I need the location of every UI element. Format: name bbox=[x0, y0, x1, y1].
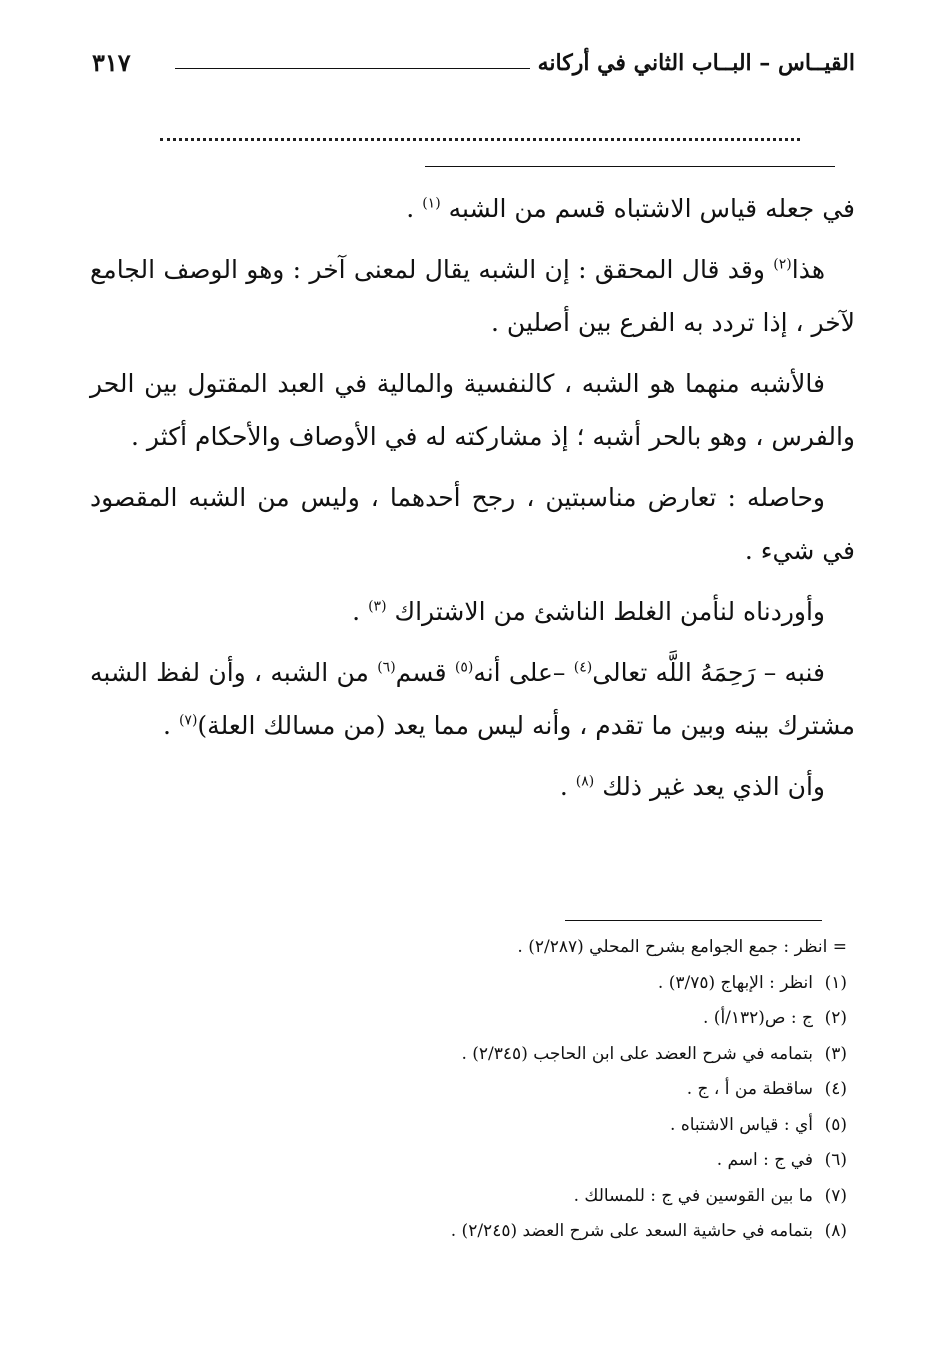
p6-c: قسم bbox=[395, 658, 447, 687]
p6-e: . bbox=[163, 711, 171, 740]
paragraph-2 bbox=[90, 243, 855, 349]
header-rule bbox=[175, 68, 530, 69]
note-ref-2: (٢) bbox=[773, 256, 792, 273]
footnote-number: (٢) bbox=[824, 1008, 847, 1028]
note-ref-3: (٣) bbox=[368, 598, 387, 615]
p6-b: –على أنه bbox=[473, 658, 566, 687]
footnote-4 bbox=[147, 1072, 847, 1108]
footnote-text: في ج : اسم . bbox=[716, 1150, 813, 1170]
footnote-1 bbox=[147, 966, 847, 1002]
paragraph-5 bbox=[90, 585, 855, 638]
footnotes bbox=[147, 930, 847, 1250]
footnote-number: (١) bbox=[824, 972, 847, 993]
note-ref-5: (٥) bbox=[454, 659, 474, 676]
main-text bbox=[90, 182, 855, 821]
footnote-text: ما بين القوسين في ج : للمسالك . bbox=[573, 1185, 813, 1206]
note-ref-7: (٧) bbox=[178, 712, 198, 729]
top-rule bbox=[425, 166, 835, 167]
note-ref-1: (١) bbox=[422, 195, 441, 212]
p7-end: . bbox=[559, 772, 568, 801]
p6-a: فنبه – رَحِمَهُ اللَّه تعالى bbox=[592, 658, 825, 687]
footnote-text: ج : ص(١٣٢/أ) . bbox=[703, 1008, 813, 1028]
page-number: ٣١٧ bbox=[92, 48, 131, 77]
p2-text: وقد قال المحقق : إن الشبه يقال لمعنى آخر : وهو الوصف الجامع لآخر ، إذا تردد به الفرع بين أصلين . bbox=[90, 255, 855, 337]
footnote-text: بتمامه في شرح العضد على ابن الحاجب (٢/٣٤٥) . bbox=[461, 1043, 813, 1064]
footnote-6 bbox=[147, 1143, 847, 1179]
paragraph-7 bbox=[90, 760, 855, 813]
footnote-text: انظر : الإبهاج (٣/٧٥) . bbox=[657, 972, 813, 993]
footnote-rule bbox=[565, 920, 822, 921]
p7-text: وأن الذي يعد غير ذلك bbox=[602, 772, 825, 801]
footnote-text: بتمامه في حاشية السعد على شرح العضد (٢/٢٤٥) . bbox=[450, 1221, 813, 1241]
footnote-number: (٨) bbox=[824, 1221, 847, 1241]
p1-end: . bbox=[406, 194, 415, 223]
footnote-number: (٣) bbox=[824, 1043, 847, 1064]
paragraph-3: فالأشبه منهما هو الشبه ، كالنفسية والمالية في العبد المقتول بين الحر والفرس ، وهو بالحر أشبه ؛ إذ مشاركته له في الأوصاف والأحكام أكثر . bbox=[90, 369, 855, 451]
footnote-number: (٦) bbox=[824, 1150, 847, 1170]
footnote-number: (٥) bbox=[824, 1114, 847, 1135]
p1-text: في جعله قياس الاشتباه قسم من الشبه bbox=[448, 194, 855, 223]
paragraph-1 bbox=[90, 182, 855, 235]
footnote-8 bbox=[147, 1214, 847, 1250]
footnote-text: أي : قياس الاشتباه . bbox=[670, 1114, 813, 1135]
footnote-continued: = انظر : جمع الجوامع بشرح المحلي (٢/٢٨٧) . bbox=[517, 937, 847, 957]
p5-text: وأوردناه لنأمن الغلط الناشئ من الاشتراك bbox=[394, 597, 825, 626]
footnote-3 bbox=[147, 1037, 847, 1073]
dotted-separator bbox=[160, 138, 800, 141]
p2-start: هذا bbox=[791, 255, 826, 284]
p5-end: . bbox=[352, 597, 361, 626]
footnote-5 bbox=[147, 1108, 847, 1144]
footnote-number: (٤) bbox=[824, 1079, 847, 1099]
p6-d: من الشبه ، وأن لفظ الشبه مشترك بينه وبين ما تقدم ، وأنه ليس مما يعد (من مسالك العلة) bbox=[90, 658, 855, 740]
running-head: القيــاس – البــاب الثاني في أركانه bbox=[537, 50, 855, 76]
footnote-2 bbox=[147, 1001, 847, 1037]
note-ref-6: (٦) bbox=[377, 659, 396, 676]
paragraph-4: وحاصله : تعارض مناسبتين ، رجح أحدهما ، وليس من الشبه المقصود في شيء . bbox=[90, 483, 855, 565]
footnote-text: ساقطة من أ ، ج . bbox=[686, 1079, 813, 1099]
footnote-7 bbox=[147, 1179, 847, 1215]
note-ref-4: (٤) bbox=[573, 659, 593, 676]
footnote-number: (٧) bbox=[824, 1185, 847, 1206]
paragraph-6 bbox=[90, 646, 855, 752]
note-ref-8: (٨) bbox=[575, 773, 595, 790]
